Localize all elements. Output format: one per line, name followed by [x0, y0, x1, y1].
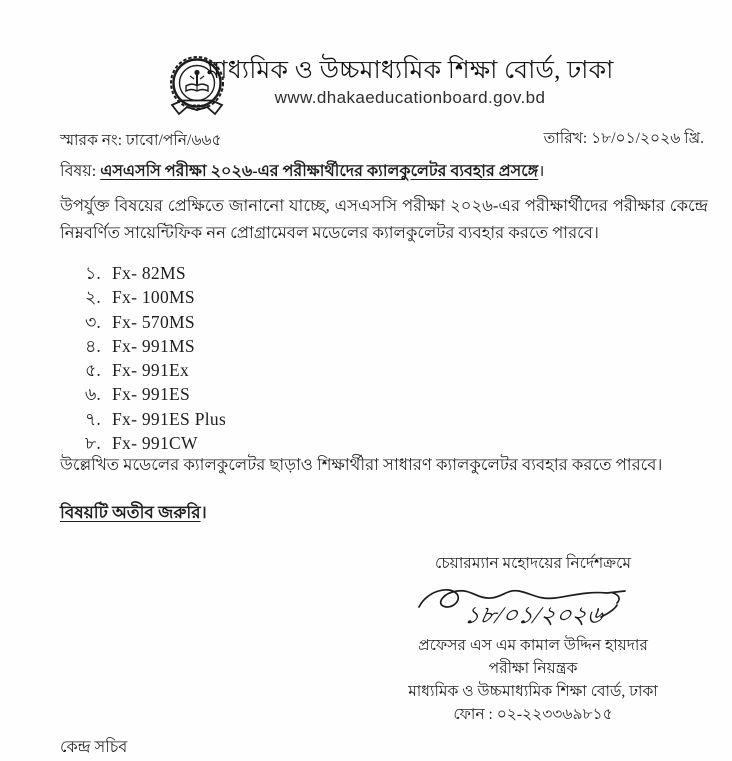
list-item: [85, 407, 226, 431]
handwritten-date: ১৮/০১/২০২৬: [461, 602, 606, 629]
important-note-terminator: ।: [200, 503, 207, 522]
recipient-line: কেন্দ্র সচিব: [60, 739, 128, 756]
calculator-model: Fx- 100MS: [112, 287, 195, 308]
calculator-model-list: [85, 261, 226, 455]
important-note-text: বিষয়টি অতীব জরুরি: [60, 503, 201, 522]
list-item-number: ২.: [85, 287, 101, 308]
subject-line: [60, 158, 544, 185]
list-item: [85, 285, 226, 309]
list-item-number: ৫.: [85, 360, 101, 381]
list-item-number: ৩.: [85, 311, 101, 332]
body-paragraph-1: উপর্যুক্ত বিষয়ের প্রেক্ষিতে জানানো যাচ্ছে, এসএসসি পরীক্ষা ২০২৬-এর পরীক্ষার্থীদের পরীক্ষার কেন্দ্রে নিম্নবর্ণিত সায়েন্টিফিক নন প্রোগ্রামেবল মডেলের ক্যালকুলেটর ব্যবহার করতে পারবে।: [60, 196, 708, 242]
list-item-number: ৪.: [85, 335, 101, 356]
important-note: [60, 500, 207, 528]
list-item-number: ১.: [85, 263, 101, 283]
calculator-model: Fx- 991CW: [112, 433, 198, 454]
organization-website: www.dhakaeducationboard.gov.bd: [274, 88, 546, 107]
calculator-model: Fx- 991MS: [112, 335, 195, 356]
subject-terminator: ।: [538, 163, 545, 180]
list-item: [85, 358, 226, 382]
signatory-phone: ফোন : ০২-২২৩৩৬৯৮১৫: [453, 706, 613, 723]
calculator-model: Fx- 991ES: [112, 384, 191, 405]
signatory-designation: পরীক্ষা নিয়ন্ত্রক: [488, 660, 578, 677]
by-order-line: চেয়ারম্যান মহোদয়ের নির্দেশক্রমে: [435, 555, 631, 572]
signature-block: [388, 553, 678, 726]
calculator-model: Fx- 991Ex: [112, 360, 190, 381]
list-item-number: ৮.: [85, 433, 101, 454]
list-item: [85, 334, 226, 358]
signatory-name: প্রফেসর এস এম কামাল উদ্দিন হায়দার: [418, 637, 648, 654]
list-item-number: ৬.: [85, 384, 101, 405]
document-date: তারিখ: ১৮/০১/২০২৬ খ্রি.: [543, 130, 704, 147]
handwritten-signature: [405, 577, 661, 635]
list-item-number: ৭.: [85, 408, 101, 429]
list-item: [85, 310, 226, 334]
subject-text: এসএসসি পরীক্ষা ২০২৬-এর পরীক্ষার্থীদের ক্যালকুলেটর ব্যবহার প্রসঙ্গে: [100, 163, 539, 180]
organization-title: মাধ্যমিক ও উচ্চমাধ্যমিক শিক্ষা বোর্ড, ঢাকা: [206, 57, 614, 84]
calculator-model: Fx- 991ES Plus: [112, 408, 227, 429]
signatory-organization: মাধ্যমিক ও উচ্চমাধ্যমিক শিক্ষা বোর্ড, ঢাকা: [408, 683, 658, 700]
list-item: [85, 261, 226, 285]
memo-number: স্মারক নং: ঢাবো/পনি/৬৬৫: [60, 132, 222, 149]
list-item: [85, 382, 226, 406]
calculator-model: Fx- 570MS: [112, 311, 195, 332]
calculator-model: Fx- 82MS: [112, 263, 186, 283]
body-paragraph-2: উল্লেখিত মডেলের ক্যালকুলেটর ছাড়াও শিক্ষার্থীরা সাধারণ ক্যালকুলেটর ব্যবহার করতে পারবে।: [60, 455, 663, 474]
subject-label: বিষয়:: [60, 163, 97, 180]
